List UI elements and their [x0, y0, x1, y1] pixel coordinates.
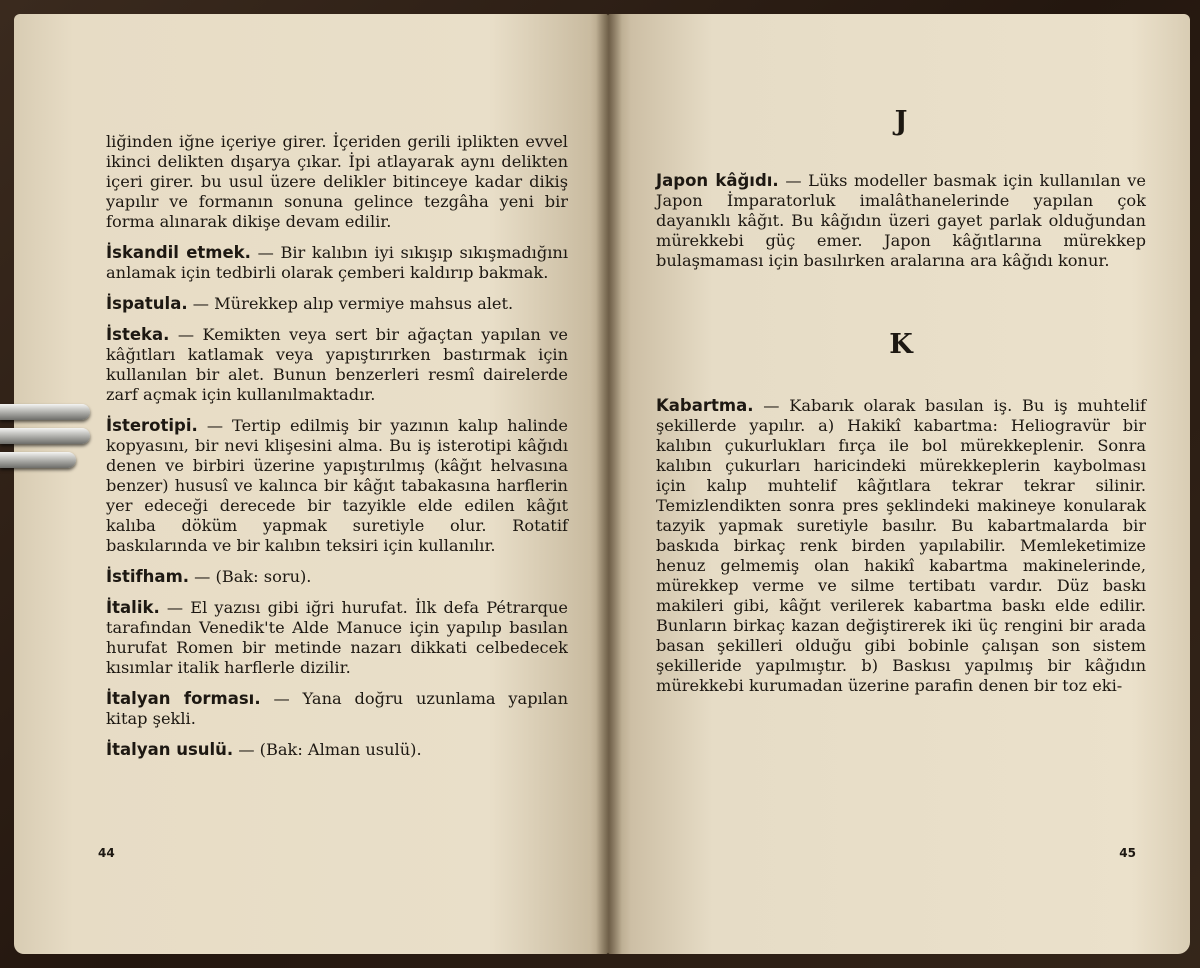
dictionary-entry [106, 567, 568, 587]
page-number: 45 [1119, 846, 1136, 860]
entry-headword: İskandil etmek. [106, 243, 251, 262]
dictionary-entry [106, 294, 568, 314]
entry-definition: — Tertip edilmiş bir yazının kalıp halinde kopyasını, bir nevi klişesini alma. Bu iş isterotipi kâğıdı denen ve birbiri üzerine yapıştırılmış (kâğıt helvasına benzer) hususî ve kalınca bir kâğıt tabakasına harflerin yer edeceği derecede bir tazyikle elde edilen kâğıt kalıba döküm yapmak suretiyle olur. Rotatif baskılarında ve bir kalıbın teksiri için kullanılır. [106, 416, 568, 555]
entry-headword: İtalyan forması. [106, 689, 261, 708]
left-page [14, 14, 608, 954]
entry-definition: — El yazısı gibi iğri hurufat. İlk defa Pétrarque tarafından Venedik'te Alde Manuce için yapılıp basılan hurufat Romen bir metinde nazarı dikkati celbedecek kısımlar italik harflerle dizilir. [106, 598, 568, 677]
entry-headword: Kabartma. [656, 396, 754, 415]
right-page [608, 14, 1190, 954]
entry-headword: İspatula. [106, 294, 188, 313]
entry-headword: İtalik. [106, 598, 160, 617]
dictionary-entry [106, 243, 568, 283]
dictionary-entry [106, 689, 568, 729]
entry-headword: İsterotipi. [106, 416, 198, 435]
entry-definition: — Yana doğru uzunlama yapılan kitap şekli. [106, 689, 569, 728]
binder-clip-bar [0, 428, 90, 444]
entry-headword: Japon kâğıdı. [656, 171, 779, 190]
dictionary-entry [106, 416, 568, 556]
binder-clip-bar [0, 404, 90, 420]
dictionary-entry [106, 132, 568, 232]
entry-definition: — Lüks modeller basmak için kullanılan ve Japon İmparatorluk imalâthanelerinde yapılan çok dayanıklı kâğıt. Bu kâğıdın üzeri gayet parlak olduğundan mürekkebi güç emer. Japon kâğıtlarına mürekkep bulaşmaması için basılırken aralarına ara kâğıdı konur. [656, 171, 1146, 270]
entry-definition: liğinden iğne içeriye girer. İçeriden gerili iplikten evvel ikinci delikten dışarya çıkar. İpi atlayarak aynı delikten içeri girer. bu usul üzere delikler bitinceye kadar dikiş yapılır ve formanın sonuna gelince tezgâha yeni bir forma alınarak dikişe devam edilir. [106, 132, 568, 231]
dictionary-entry [656, 171, 1146, 271]
entry-definition: — (Bak: soru). [189, 567, 312, 586]
entry-headword: İstifham. [106, 567, 190, 586]
entry-headword: İsteka. [106, 325, 170, 344]
entry-definition: — Kemikten veya sert bir ağaçtan yapılan ve kâğıtları katlamak veya yapıştırırken bastırmak için kullanılan bir alet. Bunun benzerleri resmî dairelerde zarf açmak için kullanılmaktadır. [106, 325, 568, 404]
entry-definition: — (Bak: Alman usulü). [233, 740, 422, 759]
dictionary-entry [106, 740, 568, 760]
dictionary-entry [656, 396, 1146, 696]
book-gutter-shadow [596, 14, 622, 954]
entry-headword: İtalyan usulü. [106, 740, 234, 759]
binder-clip-bar [0, 452, 76, 468]
entry-definition: — Bir kalıbın iyi sıkışıp sıkışmadığını anlamak için tedbirli olarak çemberi kaldırıp bakmak. [106, 243, 568, 282]
section-letter-heading: K [889, 329, 913, 360]
dictionary-entry [106, 325, 568, 405]
page-number: 44 [98, 846, 115, 860]
entry-definition: — Kabarık olarak basılan iş. Bu iş muhtelif şekillerde yapılır. a) Hakikî kabartma: Heliogravür bir kalıbın çukurlukları fırça ile bol mürekkeplenir. Sonra kalıbın çukurları haricindeki mürekkeplerin kaybolması için kalıp muhtelif kâğıtlara tekrar tekrar silinir. Temizlendikten sonra pres şeklindeki makineye konularak tazyik yapmak suretiyle basılır. Bu kabartmalarda bir baskıda birkaç renk birden yapılabilir. Memleketimize henuz gelmemiş olan hakikî kabartma makinelerinde, mürekkep verme ve silme tertibatı vardır. Düz baskı makileri gibi, kâğıt verilerek kabartma baskı elde edilir. Bunların birkaç kazan değiştirerek iki üç rengini bir arada basan şekilleri olduğu gibi bobinle çalışan son sistem şekilleride yapılmıştır. b) Baskısı yapılmış bir kâğıdın mürekkebi kurumadan üzerine parafin denen bir toz eki- [656, 396, 1146, 695]
dictionary-entry [106, 598, 568, 678]
entry-definition: — Mürekkep alıp vermiye mahsus alet. [187, 294, 514, 313]
section-letter-heading: J [894, 106, 908, 137]
